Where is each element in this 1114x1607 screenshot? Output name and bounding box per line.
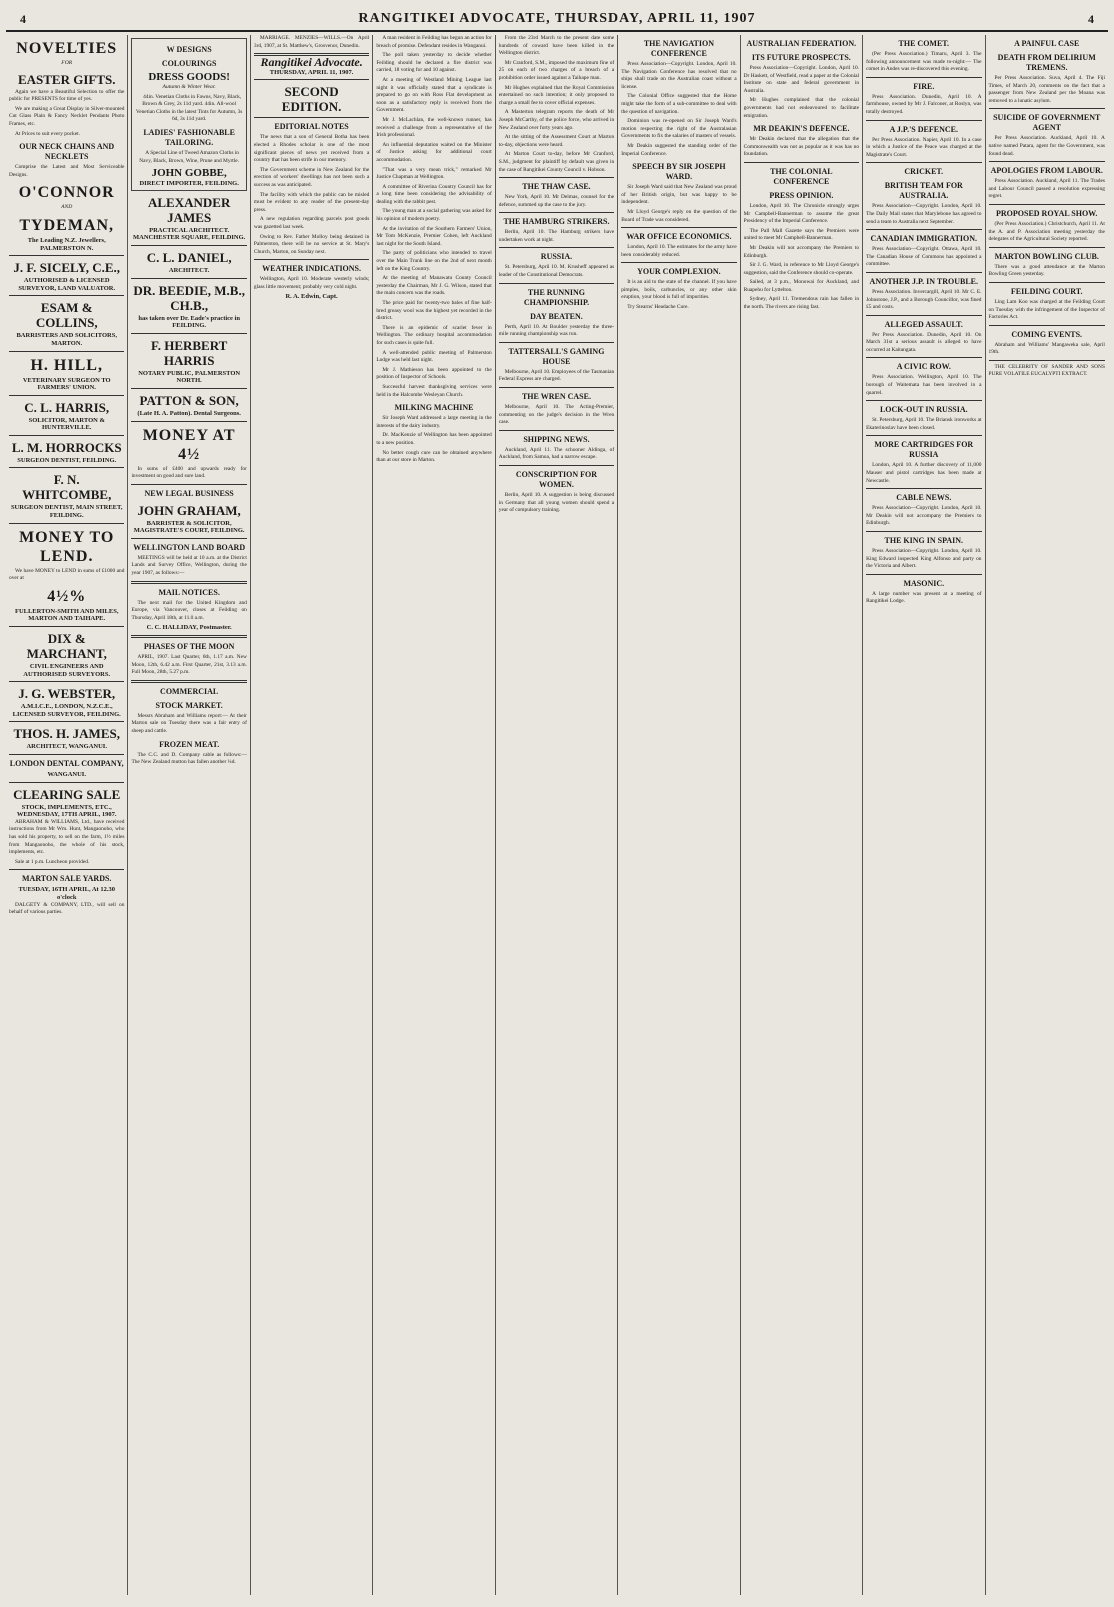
divider — [9, 395, 124, 396]
ad-text: AUTHORISED & LICENSED SURVEYOR, LAND VALUATOR. — [18, 277, 116, 292]
section-subheading: PRESS OPINION. — [769, 190, 834, 200]
divider — [499, 177, 614, 178]
ad-heading: JOHN GRAHAM, — [137, 502, 241, 518]
divider — [499, 342, 614, 343]
article-text: Mr J. Mathieson has been appointed to the position of Inspector of Schools. — [376, 366, 492, 381]
ad-text: TUESDAY, 16TH APRIL, At 12.30 o'clock — [18, 886, 115, 901]
ad-heading: DR. BEEDIE, M.B., CH.B., — [133, 282, 245, 313]
article-text: London, April 10. A further discovery of 11,000 Mauser and pistol cartridges has been made at Newcastle. — [866, 462, 982, 484]
ad-heading: J. F. SICELY, C.E., — [13, 260, 120, 276]
divider — [866, 400, 981, 401]
section-heading: FIRE. — [913, 81, 935, 91]
divider — [9, 754, 124, 755]
ad-heading: JOHN GOBBE, — [151, 167, 227, 180]
ad-text: VETERINARY SURGEON TO FARMERS' UNION. — [22, 376, 111, 392]
divider — [131, 484, 246, 485]
article-text: London, April 10. The estimates for the army have been considerably reduced. — [621, 244, 737, 258]
ad-heading: F. N. WHITCOMBE, — [22, 472, 112, 503]
article-text: The party of politicians who intended to travel over the Main Trunk line on the 2nd of next month left on the King Country. — [376, 250, 492, 272]
ad-heading: COLOURINGS — [161, 59, 217, 68]
article-text: At the meeting of Manawatu County Council yesterday the Chairman, Mr J. G. Wilson, stated that the main concern was the roads. — [376, 275, 492, 297]
ad-heading: F. HERBERT HARRIS — [150, 337, 228, 368]
ad-text: In sums of £400 and upwards ready for investment on good and sure land. — [131, 465, 247, 480]
section-heading: THE KING IN SPAIN. — [884, 536, 964, 545]
ad-heading: O'CONNOR — [18, 184, 115, 202]
ad-text: Again we have a Beautiful Selection to offer the public for PRESENTS for time of yes. — [9, 88, 125, 103]
section-heading: CABLE NEWS. — [896, 493, 952, 503]
ad-text: SURGEON DENTIST, FEILDING. — [17, 456, 117, 464]
section-heading: TATTERSALL'S GAMING HOUSE — [508, 346, 605, 366]
article-text: Sir Joseph Ward addressed a large meeting in the interests of the dairy industry. — [376, 415, 492, 429]
divider — [989, 108, 1105, 109]
ad-heading: J. G. WEBSTER, — [18, 686, 116, 702]
article-text: Owing to Rev. Father Molloy being detained in Palmerston, there will be no service at St. Mary's Church, Marton, on Sunday next. — [253, 233, 370, 255]
ad-text: WANGANUI. — [47, 771, 86, 778]
article-text: Dr. MacKenzie of Wellington has been appointed to a new position. — [376, 432, 492, 446]
ad-text: 44in. Venetian Cloths in Fawns, Navy, Black, Brown & Grey, 2s 11d yard. 44in. All-wool Venetian Cloths in the latest Tints for Autumn, 3s 6d, 3s 11d yard. — [135, 93, 243, 123]
ad-text: has taken over Dr. Eade's practice in FEILDING. — [138, 314, 240, 330]
section-heading: SHIPPING NEWS. — [523, 434, 590, 444]
ad-text: We have MONEY to LEND in sums of £1000 and over at — [9, 567, 125, 582]
ad-heading: MARTON SALE YARDS. — [21, 874, 112, 884]
paper-nameplate: Rangitikei Advocate. — [260, 55, 363, 70]
divider — [9, 351, 124, 352]
dress-goods-ad — [131, 38, 246, 191]
ad-text: PRACTICAL ARCHITECT. MANCHESTER SQUARE, FEILDING. — [132, 226, 246, 242]
article-text: The C.C. and D. Company cable as follows:— The New Zealand mutton has fallen another ¼d. — [131, 751, 247, 766]
column-1 — [6, 35, 128, 1595]
divider — [254, 259, 369, 260]
divider — [866, 77, 981, 78]
divider — [9, 255, 124, 256]
article-text: Press Association—Copyright. Ottawa, April 10. The Canadian House of Commons has appointed a committee. — [866, 246, 982, 268]
article-text: Sydney, April 11. Tremendous rain has fallen in the north. The rivers are rising fast. — [743, 296, 860, 311]
divider — [254, 79, 369, 80]
section-heading: MAIL NOTICES. — [158, 587, 220, 597]
article-text: Melbourne, April 10. The Acting-Premier, commenting on the judge's decision in the Wren case. — [498, 404, 615, 426]
ad-heading: LONDON DENTAL COMPANY, — [9, 759, 124, 768]
section-heading: ALLEGED ASSAULT. — [884, 319, 963, 329]
section-heading: COMING EVENTS. — [1011, 329, 1083, 339]
article-text: Sailed, at 3 p.m., Monowai for Auckland, and Ruapehu for Lyttelton. — [743, 279, 860, 293]
ad-text: Comprise the Latest and Most Serviceable Designs. — [9, 164, 125, 178]
section-heading: THE COMET. — [898, 39, 950, 48]
article-text: The poll taken yesterday to decide whether Feilding should be declared a fire district was carried, 18 voting for and 10 against. — [376, 52, 492, 74]
ad-heading: WELLINGTON LAND BOARD — [133, 542, 246, 552]
article-text: Mr Hughes explained that the Royal Commission entertained no such intention; it only proposed to charge a small fee to cover official expenses. — [498, 84, 615, 106]
divider — [254, 117, 369, 118]
ad-heading: H. HILL, — [30, 356, 103, 374]
article-text: Press Association. Wellington, April 10. The borough of Waitemata has been involved in a quarrel. — [866, 374, 982, 396]
section-subheading: BRITISH TEAM FOR AUSTRALIA. — [884, 181, 963, 201]
divider — [499, 283, 614, 284]
ad-text: ARCHITECT. — [168, 266, 210, 274]
article-text: Mr J. McLachlan, the well-known runner, has received a challenge from a representative of the Irish professional. — [376, 116, 492, 139]
ad-heading: EASTER GIFTS. — [17, 71, 116, 87]
divider — [9, 467, 124, 468]
ad-text: STOCK, IMPLEMENTS, ETC., WEDNESDAY, 17TH APRIL, 1907. — [16, 803, 117, 819]
divider — [499, 387, 614, 388]
section-heading: A J.P.'S DEFENCE. — [889, 124, 958, 134]
divider — [866, 357, 981, 358]
ad-heading: ALEXANDER JAMES — [147, 194, 231, 225]
divider — [131, 581, 246, 584]
divider — [131, 538, 246, 539]
article-text: Press Association—Copyright. London, April 10. The Daily Mail states that Marylebone has agreed to send a team to Australia next September. — [866, 203, 982, 225]
article-text: Wellington, April 10. Moderate westerly winds; glass little movement; probably very cold night. — [253, 276, 370, 290]
divider — [744, 162, 859, 163]
article-text: Press Association. Invercargill, April 10. Mr C. E. Johnstone, J.P., and a Borough Councillor, was fined £5 and costs. — [866, 288, 982, 311]
ad-heading: NEW LEGAL BUSINESS — [144, 488, 234, 498]
article-text: The Government scheme in New Zealand for the erection of workers' dwellings has not been such a success as was anticipated. — [253, 166, 370, 188]
article-text: Dominion was re-opened on Sir Joseph Ward's motion respecting the right of the Australasian Governments to fix the salaries of masters of vessels. — [621, 118, 737, 140]
article-text: Berlin, April 10. A suggestion is being discussed in Germany that all young women should spend a year of compulsory training. — [498, 492, 615, 514]
article-text: A new regulation regarding parcels post goods was gazetted last week. — [253, 216, 370, 230]
section-heading: THE NAVIGATION CONFERENCE — [643, 39, 714, 58]
ad-text: DIRECT IMPORTER, FEILDING. — [139, 180, 239, 188]
notice-text: MARRIAGE. MENZIES—WILLS.—On April 3rd, 1907, at St. Matthew's, Grosvenor, Dunedin. — [253, 35, 370, 49]
article-text: At a meeting of Westland Mining League last night it was officially stated that a syndicate is prepared to go on with Ross Flat development as soon as a satisfactory reply is received from the Government. — [376, 76, 492, 114]
ad-heading: THOS. H. JAMES, — [13, 726, 120, 742]
divider — [9, 782, 124, 783]
article-text: An influential deputation waited on the Minister of Justice asking for additional court accommodation. — [376, 141, 492, 163]
article-text: "That was a very mean trick," remarked Mr Justice Chapman at Wellington. — [376, 166, 492, 181]
ad-subheading: AND — [61, 204, 73, 211]
ad-heading: PATTON & SON, — [139, 392, 239, 408]
divider — [9, 435, 124, 436]
ad-heading: ESAM & COLLINS, — [35, 300, 98, 331]
page-masthead — [6, 8, 1108, 32]
divider — [866, 120, 981, 121]
divider — [866, 162, 981, 163]
divider — [131, 421, 246, 422]
article-text: (Per Press Association.) Christchurch, April 11. At the A. and P. Association meeting yesterday the delegates of the Agricultural Society reported. — [988, 220, 1105, 243]
article-text: Messrs Abraham and Williams report:— At their Marton sale on Tuesday there was a fair entry of sheep and cattle. — [131, 712, 247, 734]
section-heading: SUICIDE OF GOVERNMENT AGENT — [993, 113, 1101, 133]
ad-text: A Special Line of Tweed Amazon Cloths in Navy, Black, Brown, Wine, Prune and Myrtle. — [139, 149, 240, 164]
article-text: Successful harvest thanksgiving services were held in the Halcombe Wesleyan Church. — [376, 383, 492, 398]
section-subheading: SPEECH BY SIR JOSEPH WARD. — [632, 162, 726, 182]
divider — [499, 247, 614, 248]
article-text: There was a good attendance at the Marton Bowling Green yesterday. — [988, 263, 1105, 278]
divider — [866, 531, 981, 532]
ad-text: A.M.I.C.E., LONDON, N.Z.C.E., LICENSED SURVEYOR, FEILDING. — [12, 703, 121, 718]
section-heading: FEILDING COURT. — [1010, 286, 1083, 296]
divider — [131, 635, 246, 638]
section-heading: EDITORIAL NOTES — [274, 122, 349, 132]
article-text: The price paid for twenty-two bales of fine half-bred greasy wool was the highest yet recorded in the district. — [376, 300, 492, 322]
column-3 — [251, 35, 373, 1595]
divider — [131, 245, 246, 246]
ad-heading: W DESIGNS — [166, 45, 212, 54]
ad-text: (Late H. A. Patton). Dental Surgeons. — [137, 409, 241, 417]
divider — [131, 278, 246, 279]
article-text: (Per Press Association.) Timaru, April 3. The following announcement was made to-night:— The comet in Andes was re-discovered this evening. — [866, 51, 982, 73]
article-text: Perth, April 10. At Boulder yesterday the three-mile running championship was run. — [498, 323, 615, 338]
article-text: Press Association. Auckland, April 11. The Trades and Labour Council passed a resolution expressing regret. — [988, 178, 1105, 200]
article-text: It is an aid to the state of the channel. If you have pimples, boils, carbuncles, or any other skin eruption, your blood is full of impurities. — [621, 279, 737, 301]
section-subheading: ITS FUTURE PROSPECTS. — [751, 53, 851, 62]
article-text: Per Press Association. Auckland, April 10. A native named Patara, agent for the Government, was found dead. — [988, 135, 1105, 157]
article-text: London, April 10. The Chronicle strongly urges Mr Campbell-Bannerman to assume the great Presidency of the Imperial Conference. — [743, 202, 860, 225]
article-text: Mr Hughes complained that the colonial governments had not endeavoured to facilitate emigration. — [743, 97, 860, 119]
article-text: Press Association—Copyright. London, April 10. Mr Deakin will not accompany the Premiers to Edinburgh. — [866, 505, 982, 527]
ad-text: The Leading N.Z. Jewellers, PALMERSTON N. — [27, 236, 106, 252]
article-text: APRIL, 1907. Last Quarter, 6th, 1.17 a.m. New Moon, 12th, 6.42 a.m. First Quarter, 21st, 3.13 a.m. Full Moon, 28th, 5.27 p.m. — [131, 654, 247, 676]
ad-text: BARRISTERS AND SOLICITORS, MARTON. — [16, 332, 117, 347]
article-text: Mr Lloyd George's reply on the question of the Board of Trade was considered. — [621, 208, 737, 223]
divider — [131, 388, 246, 389]
ad-text: FULLERTON-SMITH AND MILES, MARTON AND TAIHAPE. — [14, 607, 119, 623]
divider — [499, 212, 614, 213]
divider — [9, 295, 124, 296]
ad-heading: L. M. HORROCKS — [11, 439, 122, 455]
ad-heading: NOVELTIES — [16, 40, 118, 57]
section-subheading: STOCK MARKET. — [155, 700, 223, 710]
divider — [9, 869, 124, 870]
ad-text: We are making a Great Display in Silver-mounted Cut Glass Plain & Fancy Necklet Pendants Photo Frames, etc. — [9, 105, 125, 127]
article-text: At the sitting of the Assessment Court at Marton to-day, objections were heard. — [498, 134, 615, 148]
section-heading: MARTON BOWLING CLUB. — [994, 251, 1099, 261]
ad-heading: MONEY AT 4½ — [142, 426, 236, 463]
ad-heading: CLEARING SALE — [13, 786, 121, 802]
section-heading: THE WREN CASE. — [521, 392, 591, 402]
ad-heading: OUR NECK CHAINS AND NECKLETS — [19, 142, 115, 162]
section-heading: APOLOGIES FROM LABOUR. — [990, 166, 1103, 176]
page-number-right: 4 — [1087, 11, 1094, 26]
article-text: At the invitation of the Southern Farmers' Union, Mr Tom McKenzie, Premier Cohen, left Auckland last night for the South Island. — [376, 225, 492, 247]
columns — [6, 35, 1108, 1595]
article-text: The Pall Mall Gazette says the Premiers were united to meet Mr Campbell-Bannerman. — [743, 227, 860, 242]
section-heading: YOUR COMPLEXION. — [637, 267, 721, 277]
divider — [989, 204, 1105, 205]
column-8 — [863, 35, 985, 1595]
article-text: The facility with which the public can be misled must be evident to any reader of the present-day press. — [253, 191, 370, 213]
section-heading: THE COLONIAL CONFERENCE — [770, 166, 833, 186]
section-heading: PROPOSED ROYAL SHOW. — [996, 208, 1098, 218]
divider — [866, 272, 981, 273]
article-text: Mr Cranford, S.M., imposed the maximum fine of 25 on each of two charges of a breach of a prohibition order issued against a Taihape man. — [498, 59, 615, 81]
article-text: Press Association—Copyright. London, April 10. Dr Haskett, of Westfield, read a paper at the Colonial Institute on state and federal government in Australia. — [743, 65, 860, 94]
article-text: Press Association—Copyright. London, April 10. King Edward inspected King Alfonso and party on the Victoria and Albert. — [866, 548, 982, 570]
article-text: A committee of Riverina Country Council has for a long time been considering the advisability of dealing with the rabbit pest. — [376, 183, 492, 205]
divider — [621, 227, 736, 228]
ad-heading: LADIES' FASHIONABLE TAILORING. — [143, 127, 235, 147]
article-text: Melbourne, April 10. Employees of the Tasmanian Federal Express are charged. — [498, 368, 615, 383]
article-text: Ling Lam Koo was charged at the Feilding Court on Tuesday with the infringement of the Inspector of Factories Act. — [988, 298, 1105, 321]
article-text: A large number was present at a meeting of Rangitikei Lodge. — [866, 590, 982, 605]
article-text: St. Petersburg, April 10. M. Krusheff appeared as leader of the Constitutional Democrats. — [498, 264, 615, 279]
divider — [131, 333, 246, 334]
article-text: Sir J. G. Ward, in reference to Mr Lloyd George's suggestion, said the Conference should co-operate. — [743, 262, 860, 276]
section-heading: RUSSIA. — [540, 252, 573, 262]
column-9 — [986, 35, 1108, 1595]
ad-heading: TYDEMAN, — [19, 216, 115, 234]
article-text: Abraham and Williams' Mangaweka sale, April 19th. — [988, 341, 1105, 356]
divider — [9, 626, 124, 627]
section-heading: MASONIC. — [903, 578, 945, 588]
ad-text: At Prices to suit every pocket. — [15, 130, 80, 137]
divider — [499, 465, 614, 466]
article-text: Sir Joseph Ward said that New Zealand was proud of her British origin, but was happy to be independent. — [621, 184, 737, 206]
edition-date: THURSDAY, APRIL 11, 1907. — [269, 68, 354, 76]
section-heading: CONSCRIPTION FOR WOMEN. — [515, 470, 598, 489]
ad-text: SOLICITOR, MARTON & HUNTERVILLE. — [28, 416, 105, 432]
article-text: Press Association—Copyright. London, April 10. The Navigation Conference has resolved that no ships shall trade on the Australian coast without a license. — [621, 61, 737, 90]
section-subheading: DEATH FROM DELIRIUM TREMENS. — [997, 53, 1096, 72]
ad-text: CIVIL ENGINEERS AND AUTHORISED SURVEYORS. — [23, 663, 111, 678]
divider — [499, 430, 614, 431]
article-text: Mr Deakin will not accompany the Premiers to Edinburgh. — [743, 244, 860, 259]
article-text: St. Petersburg, April 10. The Briansk ironworks at Ekaterinoslav have been closed. — [866, 417, 982, 431]
section-heading: ANOTHER J.P. IN TROUBLE. — [869, 276, 979, 286]
section-subheading: DAY BEATEN. — [530, 311, 583, 321]
ad-subheading: FOR — [61, 60, 73, 66]
section-heading: CANADIAN IMMIGRATION. — [870, 234, 978, 244]
divider — [866, 435, 981, 436]
section-heading: A CIVIC ROW. — [896, 362, 951, 372]
divider — [989, 161, 1105, 162]
page-number-left: 4 — [20, 11, 26, 26]
divider — [989, 247, 1105, 248]
divider — [9, 681, 124, 682]
ad-text: ABRAHAM & WILLIAMS, Ltd., have received instructions from Mr Wm. Hunt, Mangaonoho, who has sold his property, to sell on the farm, 1½ miles from Mangaonoho, the whole of his stock, implements, etc. — [9, 818, 125, 856]
article-text: Per Press Association. Napier, April 10. In a case in which a Justice of the Peace was charged at the Magistrate's Court. — [866, 136, 982, 158]
ad-heading: DRESS GOODS! — [148, 71, 230, 83]
section-heading: LOCK-OUT IN RUSSIA. — [879, 405, 968, 415]
article-text: Per Press Association. Dunedin, April 10. On March 31st a serious assault is alleged to have occurred at Kaitangata. — [866, 331, 982, 353]
section-heading: THE RUNNING CHAMPIONSHIP. — [523, 287, 590, 307]
ad-text: NOTARY PUBLIC, PALMERSTON NORTH. — [138, 369, 241, 385]
article-text: Try Stearns' Headache Cure. — [627, 304, 689, 311]
article-text: Berlin, April 10. The Hamburg strikers have undertaken work at night. — [498, 229, 615, 243]
ad-text: ARCHITECT, WANGANUI. — [26, 743, 107, 751]
section-heading: AUSTRALIAN FEDERATION. — [746, 39, 857, 48]
section-heading: COMMERCIAL — [160, 686, 219, 696]
ad-text: Sale at 1 p.m. Luncheon provided. — [15, 858, 90, 865]
ad-text: SURGEON DENTIST, MAIN STREET, FEILDING. — [10, 504, 123, 520]
article-text: The next mail for the United Kingdom and Europe, via Vancouver, closes at Feilding on Thursday, April 18th, at 11.0 a.m. — [131, 599, 247, 621]
article-text: A well-attended public meeting of Palmerston Lodge was held last night. — [376, 349, 492, 364]
divider — [131, 680, 246, 683]
column-4 — [373, 35, 495, 1595]
section-heading: WEATHER INDICATIONS. — [262, 264, 362, 274]
section-heading: A PAINFUL CASE — [1014, 39, 1080, 48]
article-signature: R. A. Edwin, Capt. — [285, 293, 338, 301]
ad-heading: DIX & MARCHANT, — [26, 631, 107, 662]
article-text: No better cough cure can be obtained anywhere than at our store in Marton. — [376, 449, 492, 464]
column-7 — [741, 35, 863, 1595]
section-heading: WAR OFFICE ECONOMICS. — [626, 232, 732, 242]
divider — [989, 282, 1105, 283]
section-subheading: MR DEAKIN'S DEFENCE. — [753, 124, 850, 134]
article-signature: C. C. HALLIDAY, Postmaster. — [146, 624, 232, 632]
divider — [866, 574, 981, 575]
ad-text: DALGETY & COMPANY, LTD., will sell on behalf of various parties. — [9, 901, 125, 916]
divider — [621, 262, 736, 263]
article-text: The Colonial Office suggested that the Home might take the form of a sub-committee to deal with the question of navigation. — [621, 93, 737, 115]
section-subheading: FROZEN MEAT. — [159, 739, 220, 749]
article-text: From the 23rd March to the present date some hundreds of coward have been killed in the Wellington district. — [498, 35, 615, 57]
ad-heading: MONEY TO LEND. — [19, 528, 115, 565]
divider — [866, 488, 981, 489]
divider — [866, 315, 981, 316]
article-text: Mr Deakin declared that the allegation that the Commonwealth was not as popular as it was has no foundation. — [743, 136, 860, 158]
column-2 — [128, 35, 250, 1595]
article-text: Press Association. Dunedin, April 10. A farmhouse, owned by Mr J. Falconer, at Roslyn, was totally destroyed. — [866, 93, 982, 115]
article-text: The news that a son of General Botha has been elected a Rhodes scholar is one of the most significant pieces of news yet received from a country that has been strife in our memory. — [253, 134, 370, 164]
article-text: Per Press Association. Suva, April 4. The Fiji Times, of March 20, comments on the fact that a passenger from New Zealand per the Moana was removed to a lunatic asylum. — [988, 75, 1105, 104]
section-heading: PHASES OF THE MOON — [143, 642, 235, 652]
divider — [9, 721, 124, 722]
article-text: A Masterton telegram reports the death of Mr Joseph McCarthy, of the police force, who arrived in New Zealand over forty years ago. — [498, 109, 615, 131]
article-text: There is an epidemic of scarlet fever in Wellington. The ordinary hospital accommodation for such cases is quite full. — [376, 324, 492, 346]
section-heading: MILKING MACHINE — [394, 403, 474, 413]
column-5 — [496, 35, 618, 1595]
ad-heading: C. L. HARRIS, — [24, 399, 110, 415]
section-heading: CRICKET. — [904, 167, 944, 177]
article-text: Mr Deakin suggested the standing order of the Imperial Conference. — [621, 142, 737, 157]
ad-heading: C. L. DANIEL, — [146, 249, 232, 265]
section-heading: THE THAW CASE. — [522, 182, 591, 192]
ad-text: BARRISTER & SOLICITOR, MAGISTRATE'S COURT, FEILDING. — [133, 519, 245, 535]
edition-heading: SECOND EDITION. — [281, 84, 342, 115]
divider — [9, 523, 124, 524]
divider — [989, 360, 1105, 361]
article-text: At Marton Court to-day, before Mr Cranford, S.M., judgment for plaintiff by default was given in the case of Rangitikei County Council v. Hobson. — [498, 151, 615, 173]
masthead-title: RANGITIKEI ADVOCATE, THURSDAY, APRIL 11, 1907 — [358, 11, 756, 26]
ad-text: THE CELEBRITY OF SANDER AND SONS PURE VOLATILE EUCALYPTI EXTRACT. — [988, 363, 1105, 378]
article-text: A man resident in Feilding has begun an action for breach of promise. Defendant resides in Wanganui. — [376, 35, 492, 49]
divider — [866, 229, 981, 230]
ad-heading: 4½% — [47, 587, 87, 605]
divider — [989, 325, 1105, 326]
section-heading: THE HAMBURG STRIKERS. — [503, 217, 610, 227]
ad-subheading: Autumn & Winter Wear. — [162, 84, 216, 90]
article-text: Auckland, April 11. The schooner Aldinga, of Auckland, from Samoa, had a narrow escape. — [498, 446, 615, 461]
column-6 — [618, 35, 740, 1595]
ad-text: MEETINGS will be held at 10 a.m. at the District Lands and Survey Office, Wellington, during the year 1907, as follows:— — [131, 554, 247, 577]
section-heading: MORE CARTRIDGES FOR RUSSIA — [874, 440, 974, 460]
article-text: The young man at a social gathering was asked for his opinion of modern poetry. — [376, 208, 492, 223]
article-text: New York, April 10. Mr Delmas, counsel for the defence, summed up the case to the jury. — [498, 194, 615, 208]
